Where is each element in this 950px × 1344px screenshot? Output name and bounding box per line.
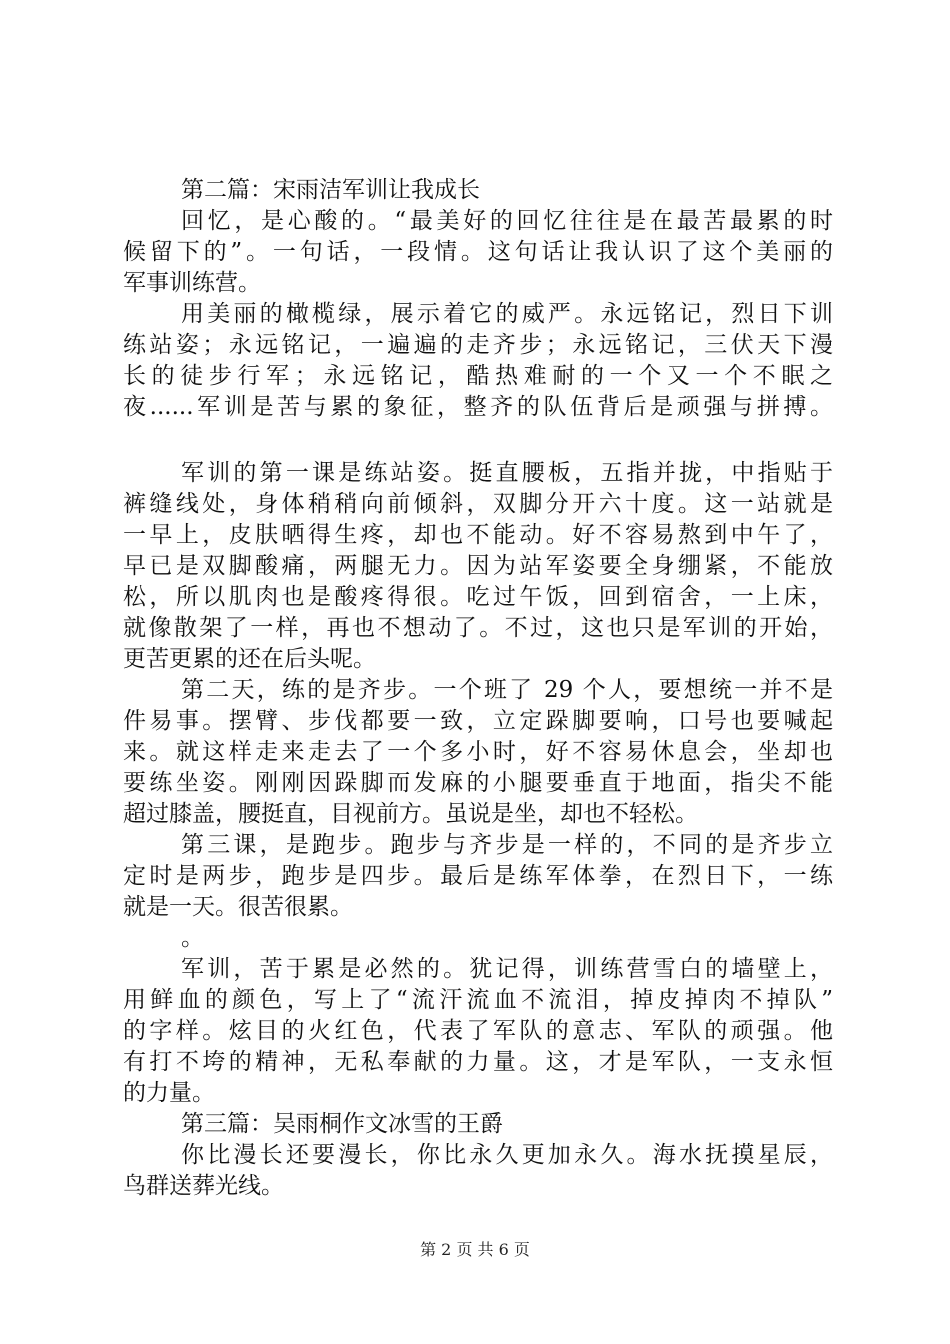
- text-line: 军训，苦于累是必然的。犹记得，训练营雪白的墙壁上，: [181, 956, 833, 982]
- page-footer: 第 2 页 共 6 页: [420, 1240, 530, 1259]
- paragraph: [123, 675, 833, 830]
- paragraph: [123, 830, 833, 923]
- paragraph: [123, 954, 833, 1109]
- paragraph: [123, 1109, 833, 1140]
- text-line: 候留下的”。一句话，一段情。这句话让我认识了这个美丽的: [123, 239, 833, 265]
- text-line: 裤缝线处，身体稍稍向前倾斜，双脚分开六十度。这一站就是: [123, 491, 833, 517]
- paragraph: [123, 458, 833, 675]
- text-line: 你比漫长还要漫长，你比永久更加永久。海水抚摸星辰，: [181, 1142, 833, 1168]
- text-line: 来。就这样走来走去了一个多小时，好不容易休息会，坐却也: [123, 739, 833, 765]
- text-line: 第三课，是跑步。跑步与齐步是一样的，不同的是齐步立: [181, 832, 833, 858]
- text-line: 第三篇：吴雨桐作文冰雪的王爵: [181, 1111, 503, 1137]
- document-body: [123, 175, 833, 1202]
- paragraph-gap: [123, 423, 833, 458]
- text-line: 松，所以肌肉也是酸疼得很。吃过午饭，回到宿舍，一上床，: [123, 584, 833, 610]
- text-line: 要练坐姿。刚刚因跺脚而发麻的小腿要垂直于地面，指尖不能: [123, 770, 833, 796]
- text-line: 用鲜血的颜色，写上了“流汗流血不流泪，掉皮掉肉不掉队”: [123, 987, 833, 1013]
- text-line: 长的徒步行军；永远铭记，酷热难耐的一个又一个不眠之: [123, 363, 833, 389]
- text-line: 夜......军训是苦与累的象征，整齐的队伍背后是顽强与拼搏。: [123, 394, 833, 420]
- text-line: 件易事。摆臂、步伐都要一致，立定跺脚要响，口号也要喊起: [123, 708, 833, 734]
- text-line: 一早上，皮肤晒得生疼，却也不能动。好不容易熬到中午了，: [123, 522, 833, 548]
- text-line: 用美丽的橄榄绿，展示着它的威严。永远铭记，烈日下训: [181, 301, 833, 327]
- text-line: 的力量。: [123, 1080, 215, 1106]
- text-line: 就是一天。很苦很累。: [123, 894, 353, 920]
- paragraph: [123, 923, 833, 954]
- text-line: 更苦更累的还在后头呢。: [123, 646, 376, 672]
- text-line: 第二天，练的是齐步。一个班了 29 个人，要想统一并不是: [181, 677, 833, 703]
- text-line: 军事训练营。: [123, 270, 261, 296]
- text-line: 军训的第一课是练站姿。挺直腰板，五指并拢，中指贴于: [181, 460, 833, 486]
- text-line: 有打不垮的精神，无私奉献的力量。这，才是军队，一支永恒: [123, 1049, 833, 1075]
- paragraph: [123, 1140, 833, 1202]
- text-line: 早已是双脚酸痛，两腿无力。因为站军姿要全身绷紧，不能放: [123, 553, 833, 579]
- text-line: 就像散架了一样，再也不想动了。不过，这也只是军训的开始，: [123, 615, 833, 641]
- paragraph: [123, 299, 833, 423]
- text-line: 鸟群送葬光线。: [123, 1173, 284, 1199]
- text-line: 的字样。炫目的火红色，代表了军队的意志、军队的顽强。他: [123, 1018, 833, 1044]
- text-line: 。: [181, 925, 204, 951]
- text-line: 第二篇：宋雨洁军训让我成长: [181, 177, 480, 203]
- text-line: 回忆，是心酸的。“最美好的回忆往往是在最苦最累的时: [181, 208, 833, 234]
- text-line: 定时是两步，跑步是四步。最后是练军体拳，在烈日下，一练: [123, 863, 833, 889]
- paragraph: [123, 206, 833, 299]
- paragraph: [123, 175, 833, 206]
- text-line: 练站姿；永远铭记，一遍遍的走齐步；永远铭记，三伏天下漫: [123, 332, 833, 358]
- text-line: 超过膝盖，腰挺直，目视前方。虽说是坐，却也不轻松。: [123, 801, 698, 827]
